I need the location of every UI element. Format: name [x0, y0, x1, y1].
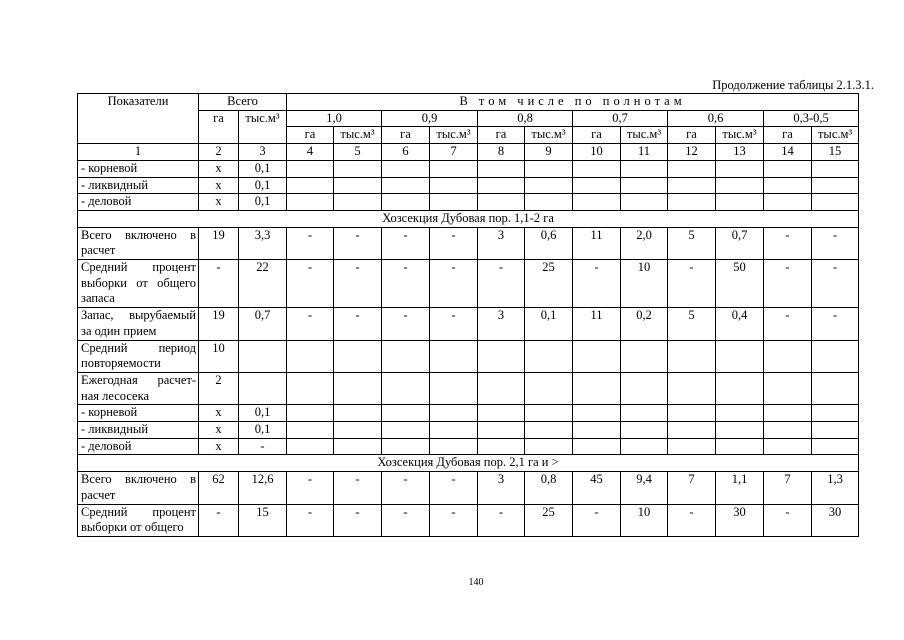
table-cell: [812, 340, 859, 372]
table-cell: 11: [573, 308, 621, 340]
table-cell: [382, 438, 430, 455]
table-cell: [478, 438, 525, 455]
table-cell: [716, 340, 764, 372]
table-cell: 3,3: [239, 227, 287, 259]
column-number: 9: [525, 144, 573, 161]
column-number: 1: [78, 144, 199, 161]
col-header-density: 1,0: [287, 110, 382, 127]
table-cell: х: [199, 438, 239, 455]
table-cell: 5: [668, 227, 716, 259]
table-cell: [287, 177, 334, 194]
column-number: 6: [382, 144, 430, 161]
row-label-line: - ликвидный: [81, 422, 149, 437]
table-cell: -: [812, 260, 859, 308]
table-cell: [382, 177, 430, 194]
row-label-line: Средний процент: [81, 260, 196, 275]
section-title: Хозсекция Дубовая пор. 1,1-2 га: [78, 210, 859, 227]
table-cell: 22: [239, 260, 287, 308]
table-cell: [525, 194, 573, 211]
table-cell: [478, 177, 525, 194]
table-cell: 0,1: [239, 177, 287, 194]
table-cell: -: [334, 472, 382, 504]
table-cell: [334, 194, 382, 211]
table-cell: [764, 438, 812, 455]
table-cell: -: [382, 308, 430, 340]
table-cell: -: [287, 504, 334, 536]
table-cell: -: [287, 308, 334, 340]
table-cell: -: [764, 308, 812, 340]
row-label: [78, 438, 199, 455]
row-label-line: Всего включено в: [81, 472, 196, 487]
col-header-unit-ha: га: [668, 127, 716, 144]
col-header-unit-volume: тыс.м³: [525, 127, 573, 144]
table-row: [78, 308, 859, 340]
table-cell: -: [478, 260, 525, 308]
table-cell: -: [668, 504, 716, 536]
table-row: [78, 372, 859, 404]
table-row: [78, 438, 859, 455]
table-cell: -: [430, 504, 478, 536]
row-label: [78, 260, 199, 308]
table-cell: -: [764, 504, 812, 536]
column-number: 7: [430, 144, 478, 161]
table-cell: 0,1: [239, 405, 287, 422]
table-cell: х: [199, 405, 239, 422]
col-header-unit-volume: тыс.м³: [334, 127, 382, 144]
row-label: [78, 177, 199, 194]
table-cell: [621, 160, 668, 177]
col-header-total: Всего: [199, 94, 287, 111]
table-cell: [382, 340, 430, 372]
table-body: [78, 144, 859, 537]
table-cell: -: [239, 438, 287, 455]
row-label: [78, 194, 199, 211]
table-cell: 0,7: [239, 308, 287, 340]
table-cell: [430, 160, 478, 177]
row-label: [78, 472, 199, 504]
table-cell: 7: [668, 472, 716, 504]
table-cell: -: [287, 260, 334, 308]
column-number-row: [78, 144, 859, 161]
table-cell: [239, 372, 287, 404]
table-cell: [621, 438, 668, 455]
table-cell: 3: [478, 472, 525, 504]
col-header-unit-ha: га: [382, 127, 430, 144]
table-cell: 2,0: [621, 227, 668, 259]
row-label-line: выборки от общего: [81, 520, 184, 535]
row-label-line: - корневой: [81, 160, 138, 175]
table-cell: -: [382, 472, 430, 504]
table-cell: 45: [573, 472, 621, 504]
row-label: [78, 405, 199, 422]
section-title: Хозсекция Дубовая пор. 2,1 га и >: [78, 455, 859, 472]
table-cell: [573, 177, 621, 194]
table-cell: [812, 194, 859, 211]
table-cell: 1,3: [812, 472, 859, 504]
table-cell: [621, 405, 668, 422]
row-label-line: Средний период: [81, 340, 196, 355]
table-cell: [525, 340, 573, 372]
table-cell: -: [573, 504, 621, 536]
row-label-line: расчет: [81, 487, 116, 502]
col-header-unit-volume: тыс.м³: [430, 127, 478, 144]
table-cell: [573, 422, 621, 439]
table-row: [78, 340, 859, 372]
table-cell: [382, 405, 430, 422]
table-cell: [430, 194, 478, 211]
col-header-unit-volume: тыс.м³: [812, 127, 859, 144]
col-header-density: 0,6: [668, 110, 764, 127]
table-cell: [525, 405, 573, 422]
column-number: 8: [478, 144, 525, 161]
table-cell: [239, 340, 287, 372]
column-number: 3: [239, 144, 287, 161]
page-number: 140: [468, 577, 484, 588]
table-cell: [382, 372, 430, 404]
table-cell: 0,8: [525, 472, 573, 504]
table-cell: -: [812, 227, 859, 259]
table-cell: [430, 405, 478, 422]
row-label: [78, 227, 199, 259]
row-label-line: - корневой: [81, 405, 138, 420]
table-cell: [668, 194, 716, 211]
column-number: 4: [287, 144, 334, 161]
table-cell: [621, 340, 668, 372]
table-cell: [430, 177, 478, 194]
table-cell: [764, 340, 812, 372]
table-cell: х: [199, 160, 239, 177]
table-cell: х: [199, 194, 239, 211]
table-cell: [621, 194, 668, 211]
table-cell: [621, 177, 668, 194]
table-cell: -: [287, 472, 334, 504]
table-cell: [525, 160, 573, 177]
col-header-unit-ha: га: [478, 127, 525, 144]
row-label: [78, 308, 199, 340]
col-header-density: 0,8: [478, 110, 573, 127]
table-cell: [764, 177, 812, 194]
table-row: [78, 260, 859, 308]
table-row: [78, 472, 859, 504]
table-cell: [716, 405, 764, 422]
table-cell: [668, 372, 716, 404]
table-cell: -: [382, 260, 430, 308]
table-cell: [668, 405, 716, 422]
table-cell: [287, 340, 334, 372]
table-cell: -: [764, 227, 812, 259]
col-header-unit-ha: га: [573, 127, 621, 144]
table-cell: [525, 372, 573, 404]
table-cell: [573, 160, 621, 177]
table-cell: [716, 372, 764, 404]
table-cell: [287, 194, 334, 211]
table-cell: [812, 177, 859, 194]
row-label-line: за один прием: [81, 323, 157, 338]
table-cell: -: [430, 308, 478, 340]
table-cell: [716, 194, 764, 211]
row-label-line: - деловой: [81, 438, 132, 453]
table-cell: 10: [621, 260, 668, 308]
table-cell: [430, 372, 478, 404]
col-header-total-ha: га: [199, 110, 239, 143]
table-cell: [334, 177, 382, 194]
table-cell: х: [199, 422, 239, 439]
table-cell: 1,1: [716, 472, 764, 504]
column-number: 11: [621, 144, 668, 161]
column-number: 2: [199, 144, 239, 161]
table-cell: [716, 438, 764, 455]
table-cell: [668, 177, 716, 194]
table-cell: [525, 177, 573, 194]
table-cell: [430, 422, 478, 439]
col-header-density: 0,3-0,5: [764, 110, 859, 127]
table-cell: [764, 194, 812, 211]
table-cell: 0,1: [525, 308, 573, 340]
column-number: 12: [668, 144, 716, 161]
table-cell: [812, 422, 859, 439]
table-cell: 3: [478, 308, 525, 340]
table-cell: 2: [199, 372, 239, 404]
table-cell: 12,6: [239, 472, 287, 504]
col-header-indicators: Показатели: [78, 94, 199, 144]
col-header-density: 0,7: [573, 110, 668, 127]
table-cell: [334, 422, 382, 439]
table-cell: [430, 340, 478, 372]
table-cell: [621, 372, 668, 404]
table-cell: х: [199, 177, 239, 194]
table-cell: [287, 372, 334, 404]
table-cell: 62: [199, 472, 239, 504]
table-row: [78, 504, 859, 536]
table-cell: 11: [573, 227, 621, 259]
col-header-unit-volume: тыс.м³: [621, 127, 668, 144]
column-number: 15: [812, 144, 859, 161]
table-cell: [812, 438, 859, 455]
row-label-line: Ежегодная расчет-: [81, 372, 196, 387]
column-number: 10: [573, 144, 621, 161]
table-cell: 10: [621, 504, 668, 536]
row-label: [78, 340, 199, 372]
table-cell: [716, 177, 764, 194]
table-cell: [668, 422, 716, 439]
table-cell: [334, 438, 382, 455]
row-label-line: - ликвидный: [81, 177, 149, 192]
table-cell: [478, 160, 525, 177]
table-cell: [573, 340, 621, 372]
table-cell: -: [334, 227, 382, 259]
data-table: [77, 93, 859, 537]
table-cell: [430, 438, 478, 455]
table-cell: -: [430, 472, 478, 504]
table-cell: -: [334, 260, 382, 308]
table-cell: [382, 194, 430, 211]
table-cell: 9,4: [621, 472, 668, 504]
table-cell: 7: [764, 472, 812, 504]
table-cell: -: [668, 260, 716, 308]
table-cell: [668, 160, 716, 177]
table-cell: [334, 340, 382, 372]
table-cell: -: [430, 260, 478, 308]
table-cell: 0,4: [716, 308, 764, 340]
table-cell: -: [334, 308, 382, 340]
row-label-line: Всего включено в: [81, 227, 196, 242]
table-cell: [478, 405, 525, 422]
table-cell: [287, 160, 334, 177]
table-cell: [525, 438, 573, 455]
table-row: [78, 177, 859, 194]
table-cell: 19: [199, 227, 239, 259]
table-cell: -: [764, 260, 812, 308]
table-caption: Продолжение таблицы 2.1.3.1.: [712, 78, 874, 92]
section-row: [78, 210, 859, 227]
table-cell: [764, 372, 812, 404]
table-cell: [716, 422, 764, 439]
table-cell: [478, 194, 525, 211]
table-cell: [334, 160, 382, 177]
table-cell: 0,1: [239, 194, 287, 211]
row-label: [78, 422, 199, 439]
table-cell: [764, 422, 812, 439]
table-cell: -: [199, 260, 239, 308]
table-cell: [668, 340, 716, 372]
table-cell: 0,6: [525, 227, 573, 259]
table-cell: -: [430, 227, 478, 259]
col-header-unit-volume: тыс.м³: [716, 127, 764, 144]
table-cell: [812, 160, 859, 177]
table-row: [78, 227, 859, 259]
table-cell: -: [382, 227, 430, 259]
table-cell: 30: [716, 504, 764, 536]
table-cell: -: [812, 308, 859, 340]
table-row: [78, 422, 859, 439]
row-label-line: Средний процент: [81, 504, 196, 519]
table-cell: 15: [239, 504, 287, 536]
table-cell: [668, 438, 716, 455]
row-label-line: расчет: [81, 243, 116, 258]
section-row: [78, 455, 859, 472]
table-cell: [573, 438, 621, 455]
table-cell: 0,1: [239, 160, 287, 177]
column-number: 13: [716, 144, 764, 161]
table-cell: -: [478, 504, 525, 536]
table-cell: [478, 372, 525, 404]
table-cell: 50: [716, 260, 764, 308]
table-cell: [478, 422, 525, 439]
table-cell: [382, 422, 430, 439]
table-cell: [812, 372, 859, 404]
table-cell: [478, 340, 525, 372]
table-cell: [573, 194, 621, 211]
row-label-line: ная лесосека: [81, 388, 149, 403]
table-cell: [287, 405, 334, 422]
table-cell: 10: [199, 340, 239, 372]
table-cell: [525, 422, 573, 439]
row-label: [78, 160, 199, 177]
table-cell: [621, 422, 668, 439]
row-label-line: выборки от общего: [81, 275, 196, 290]
table-cell: [764, 405, 812, 422]
column-number: 14: [764, 144, 812, 161]
table-cell: 0,1: [239, 422, 287, 439]
header-row: [78, 94, 859, 111]
table-header: [78, 94, 859, 144]
col-header-density: 0,9: [382, 110, 478, 127]
row-label: [78, 372, 199, 404]
row-label-line: запаса: [81, 291, 115, 306]
column-number: 5: [334, 144, 382, 161]
table-cell: [287, 438, 334, 455]
table-cell: [716, 160, 764, 177]
table-cell: 25: [525, 260, 573, 308]
row-label-line: повторяемости: [81, 356, 161, 371]
table-cell: 25: [525, 504, 573, 536]
table-cell: 30: [812, 504, 859, 536]
table-row: [78, 405, 859, 422]
table-row: [78, 194, 859, 211]
table-cell: -: [287, 227, 334, 259]
row-label: [78, 504, 199, 536]
table-cell: -: [334, 504, 382, 536]
table-cell: [334, 372, 382, 404]
col-header-by-density: В том числе по полнотам: [287, 94, 859, 111]
table-cell: 3: [478, 227, 525, 259]
col-header-total-volume: тыс.м³: [239, 110, 287, 143]
table-cell: 5: [668, 308, 716, 340]
table-cell: 19: [199, 308, 239, 340]
row-label-line: Запас, вырубаемый: [81, 308, 196, 323]
col-header-unit-ha: га: [764, 127, 812, 144]
table-cell: [573, 405, 621, 422]
table-cell: [812, 405, 859, 422]
table-cell: [764, 160, 812, 177]
row-label-line: - деловой: [81, 194, 132, 209]
table-cell: [334, 405, 382, 422]
col-header-unit-ha: га: [287, 127, 334, 144]
table-cell: [287, 422, 334, 439]
table-cell: [573, 372, 621, 404]
table-cell: 0,7: [716, 227, 764, 259]
table-cell: -: [382, 504, 430, 536]
table-cell: [382, 160, 430, 177]
table-row: [78, 160, 859, 177]
table-cell: 0,2: [621, 308, 668, 340]
table-cell: -: [199, 504, 239, 536]
table-cell: -: [573, 260, 621, 308]
